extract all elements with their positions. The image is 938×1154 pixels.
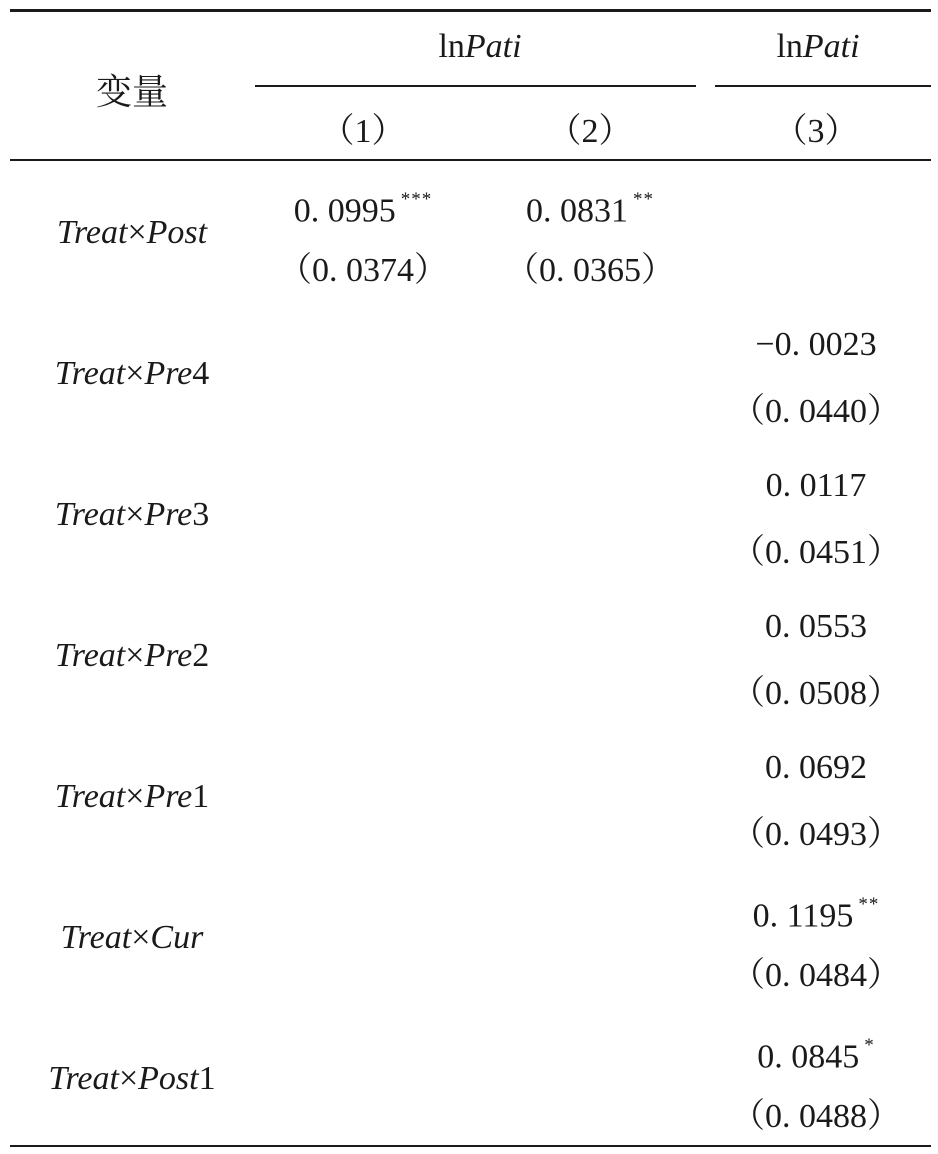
row-label-times: × xyxy=(125,496,145,533)
coefficient-value: 0. 1195 xyxy=(752,897,854,935)
row-label xyxy=(57,214,207,252)
row-label-treat: Treat xyxy=(60,919,132,956)
group-left-prefix: ln xyxy=(438,28,465,65)
standard-error-cell: （0. 0493） xyxy=(731,816,901,853)
standard-error-cell: （0. 0374） xyxy=(278,252,448,289)
row-label-times: × xyxy=(118,1060,139,1097)
standard-error-cell: （0. 0484） xyxy=(731,957,901,994)
row-label-suffix: 4 xyxy=(192,355,210,392)
bottom-rule xyxy=(10,1145,931,1147)
coefficient-cell xyxy=(526,184,654,231)
group-left-var: Pati xyxy=(464,28,522,65)
coefficient-cell xyxy=(294,184,433,231)
row-label xyxy=(48,1060,215,1098)
row-label-times: × xyxy=(127,214,147,251)
coefficient-cell xyxy=(753,889,880,936)
standard-error-cell: （0. 0440） xyxy=(731,393,901,430)
standard-error-cell: （0. 0365） xyxy=(505,252,675,289)
significance-stars: ** xyxy=(633,189,654,210)
row-label-suffix: 1 xyxy=(192,778,210,815)
group-header-left xyxy=(438,28,521,66)
row-label xyxy=(55,637,210,675)
significance-stars: *** xyxy=(400,189,433,210)
row-label-treat: Treat xyxy=(56,214,128,251)
column-header-2: （2） xyxy=(547,113,633,150)
row-label-var: Pre xyxy=(144,778,193,815)
coefficient-value: −0. 0023 xyxy=(755,326,877,363)
standard-error-cell: （0. 0488） xyxy=(731,1098,901,1135)
coefficient-value: 0. 0831 xyxy=(526,192,628,230)
coefficient-cell xyxy=(757,1030,875,1077)
coefficient-value: 0. 0845 xyxy=(757,1038,860,1076)
coefficient-cell xyxy=(755,325,876,365)
significance-stars: * xyxy=(864,1035,875,1056)
row-label xyxy=(55,778,210,816)
row-label-var: Pre xyxy=(144,355,193,392)
coefficient-cell xyxy=(765,607,867,647)
group-header-right xyxy=(776,28,859,66)
group-rule-left xyxy=(255,85,696,87)
row-label-suffix: 2 xyxy=(192,637,210,674)
row-label-times: × xyxy=(125,778,145,815)
row-label-times: × xyxy=(125,355,145,392)
row-label-var: Post xyxy=(138,1060,199,1097)
row-label-suffix: 3 xyxy=(192,496,210,533)
row-label-var: Cur xyxy=(150,919,204,956)
coefficient-cell xyxy=(765,748,867,788)
row-label-treat: Treat xyxy=(54,778,126,815)
coefficient-value: 0. 0995 xyxy=(293,192,396,230)
top-rule xyxy=(10,9,931,12)
column-header-3: （3） xyxy=(773,113,859,150)
row-label xyxy=(55,496,210,534)
row-label-var: Post xyxy=(146,214,208,251)
row-label-times: × xyxy=(131,919,151,956)
coefficient-value: 0. 0117 xyxy=(765,467,867,504)
row-label-var: Pre xyxy=(144,637,193,674)
row-label-times: × xyxy=(125,637,145,674)
standard-error-cell: （0. 0451） xyxy=(731,534,901,571)
row-label-var: Pre xyxy=(144,496,193,533)
group-right-var: Pati xyxy=(802,28,860,65)
row-label-treat: Treat xyxy=(48,1060,119,1097)
coefficient-value: 0. 0553 xyxy=(765,608,867,645)
coefficient-cell xyxy=(766,466,867,506)
group-rule-right xyxy=(715,85,931,87)
row-label-treat: Treat xyxy=(54,496,126,533)
group-right-prefix: ln xyxy=(776,28,803,65)
row-label-treat: Treat xyxy=(54,637,126,674)
standard-error-cell: （0. 0508） xyxy=(731,675,901,712)
coefficient-value: 0. 0692 xyxy=(765,749,867,786)
variable-header: 变量 xyxy=(95,72,169,112)
row-label xyxy=(55,355,210,393)
row-label-treat: Treat xyxy=(54,355,126,392)
row-label-suffix: 1 xyxy=(198,1060,216,1097)
significance-stars: ** xyxy=(858,894,880,915)
header-rule xyxy=(10,159,931,161)
column-header-1: （1） xyxy=(320,113,406,150)
row-label xyxy=(61,919,204,957)
